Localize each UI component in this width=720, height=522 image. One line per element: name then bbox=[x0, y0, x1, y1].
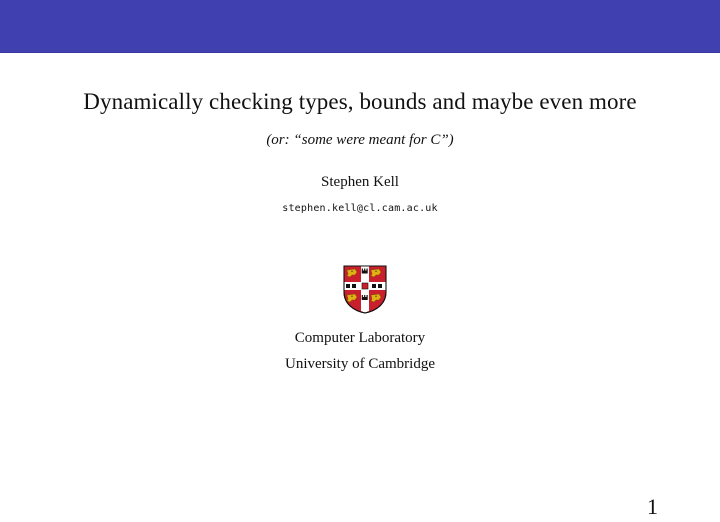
page-number: 1 bbox=[647, 494, 658, 519]
author-name: Stephen Kell bbox=[321, 174, 399, 190]
slide-title: Dynamically checking types, bounds and maybe even more bbox=[83, 89, 637, 114]
header-bar bbox=[0, 0, 720, 53]
institution-department: Computer Laboratory bbox=[294, 330, 426, 346]
institution-university: University of Cambridge bbox=[285, 356, 435, 372]
university-of-cambridge-crest-icon bbox=[342, 264, 388, 314]
slide-subtitle: (or: “some were meant for C”) bbox=[266, 132, 454, 148]
author-email: stephen.kell@cl.cam.ac.uk bbox=[282, 203, 438, 214]
institution-block bbox=[0, 325, 720, 377]
